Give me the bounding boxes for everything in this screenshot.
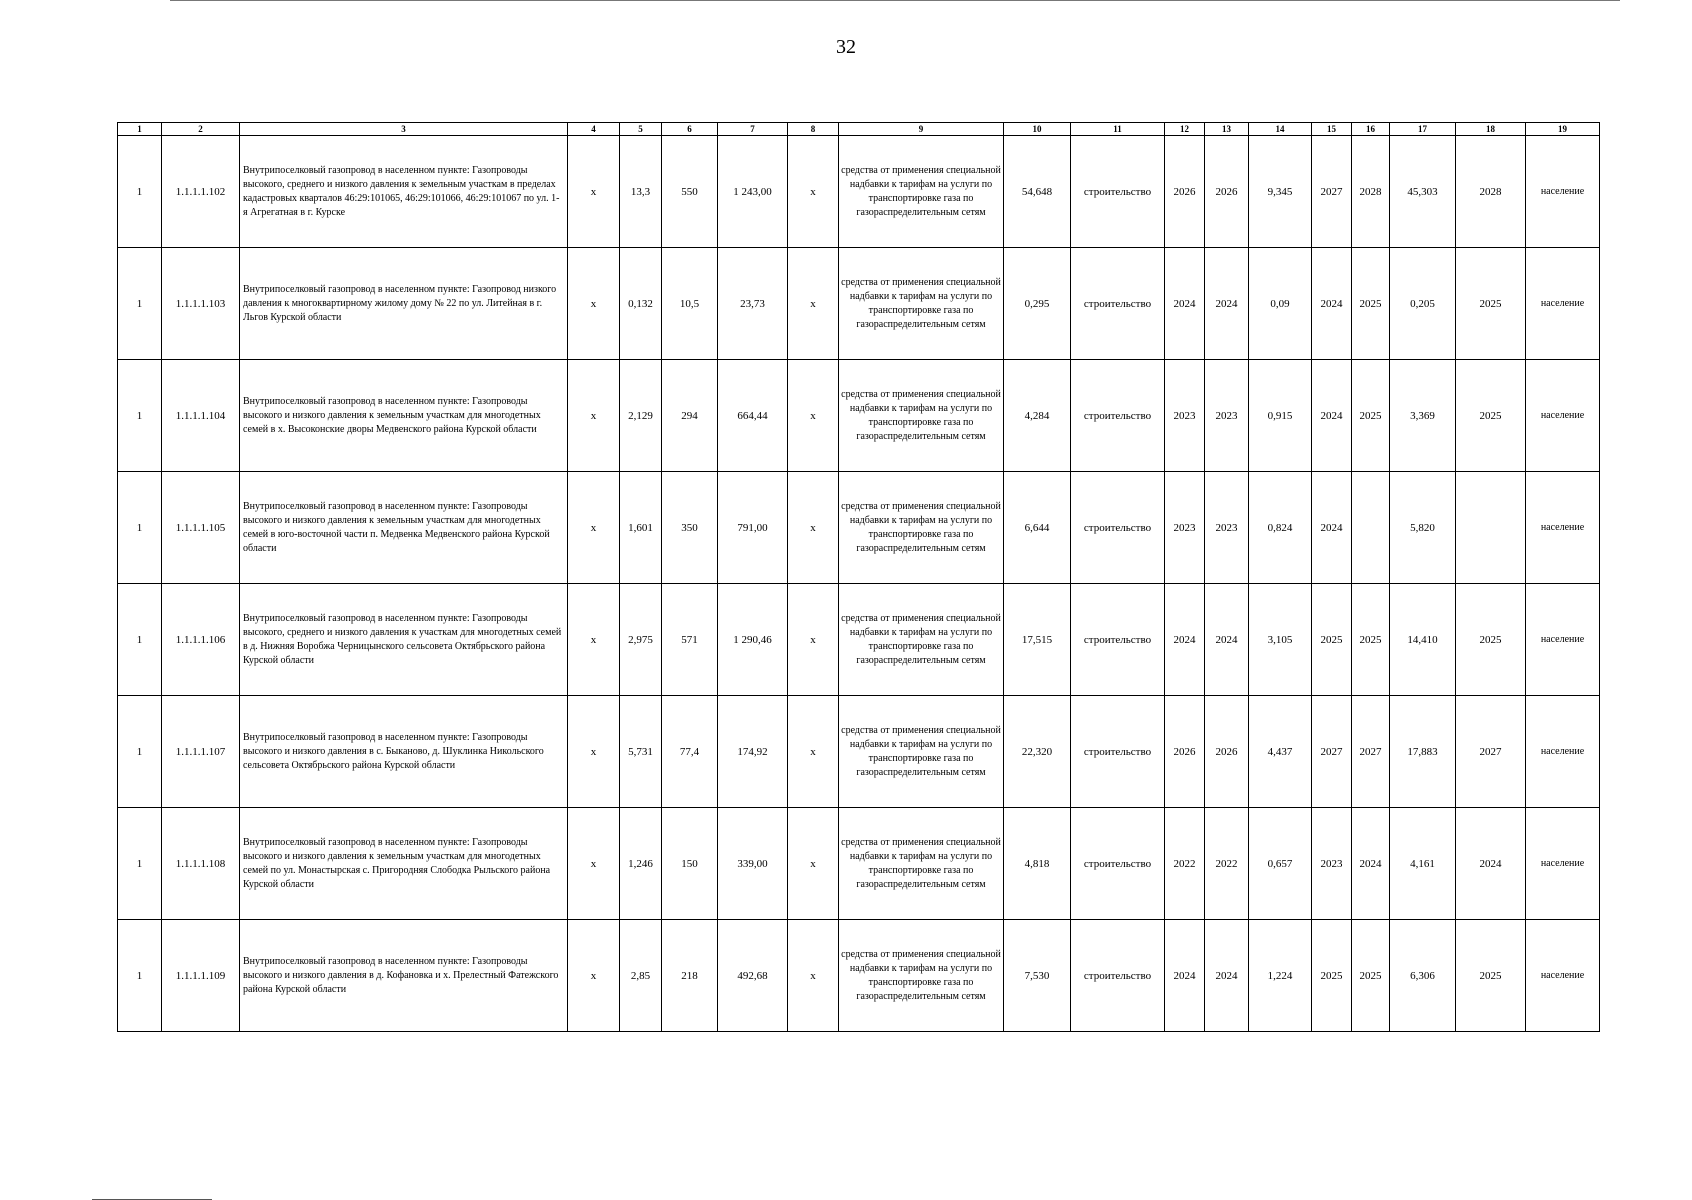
work-type-cell: строительство bbox=[1071, 808, 1165, 920]
cell-col-14: 3,105 bbox=[1249, 584, 1312, 696]
row-group-cell: 1 bbox=[118, 808, 162, 920]
consumer-category-cell: население bbox=[1526, 920, 1600, 1032]
cell-col-6: 10,5 bbox=[662, 248, 718, 360]
cell-col-18: 2025 bbox=[1456, 248, 1526, 360]
cell-col-13: 2024 bbox=[1205, 584, 1249, 696]
cell-col-13: 2024 bbox=[1205, 920, 1249, 1032]
object-description-cell: Внутрипоселковый газопровод в населенном пункте: Газопроводы высокого и низкого давления к земельным участкам для многодетных семей в юго-восточной части п. Медвенка Медвенского района Курской области bbox=[240, 472, 568, 584]
column-header: 7 bbox=[718, 123, 788, 136]
object-description-cell: Внутрипоселковый газопровод в населенном пункте: Газопроводы высокого и низкого давления в с. Быканово, д. Шуклинка Никольского сельсовета Октябрьского района Курской области bbox=[240, 696, 568, 808]
funding-source-cell: средства от применения специальной надбавки к тарифам на услуги по транспортировке газа по газораспределительным сетям bbox=[839, 472, 1004, 584]
table-row bbox=[118, 696, 1600, 808]
cell-col-16: 2025 bbox=[1352, 920, 1390, 1032]
row-group-cell: 1 bbox=[118, 248, 162, 360]
cell-col-7: 339,00 bbox=[718, 808, 788, 920]
work-type-cell: строительство bbox=[1071, 920, 1165, 1032]
cell-col-15: 2024 bbox=[1312, 248, 1352, 360]
cell-col-8: х bbox=[788, 472, 839, 584]
funding-source-cell: средства от применения специальной надбавки к тарифам на услуги по транспортировке газа по газораспределительным сетям bbox=[839, 808, 1004, 920]
item-code-cell: 1.1.1.1.109 bbox=[162, 920, 240, 1032]
table-body bbox=[118, 136, 1600, 1032]
work-type-cell: строительство bbox=[1071, 584, 1165, 696]
work-type-cell: строительство bbox=[1071, 248, 1165, 360]
cell-col-16: 2025 bbox=[1352, 248, 1390, 360]
cell-col-7: 174,92 bbox=[718, 696, 788, 808]
column-header: 19 bbox=[1526, 123, 1600, 136]
consumer-category-cell: население bbox=[1526, 584, 1600, 696]
cell-col-8: х bbox=[788, 248, 839, 360]
cell-col-15: 2024 bbox=[1312, 472, 1352, 584]
row-group-cell: 1 bbox=[118, 472, 162, 584]
item-code-cell: 1.1.1.1.106 bbox=[162, 584, 240, 696]
cell-col-18: 2024 bbox=[1456, 808, 1526, 920]
work-type-cell: строительство bbox=[1071, 472, 1165, 584]
column-header: 14 bbox=[1249, 123, 1312, 136]
cell-col-4: х bbox=[568, 136, 620, 248]
column-header: 16 bbox=[1352, 123, 1390, 136]
cell-col-8: х bbox=[788, 920, 839, 1032]
cell-col-5: 13,3 bbox=[620, 136, 662, 248]
cell-col-14: 1,224 bbox=[1249, 920, 1312, 1032]
column-header: 18 bbox=[1456, 123, 1526, 136]
cell-col-5: 1,246 bbox=[620, 808, 662, 920]
work-type-cell: строительство bbox=[1071, 360, 1165, 472]
cell-col-17: 4,161 bbox=[1390, 808, 1456, 920]
cell-col-8: х bbox=[788, 136, 839, 248]
cell-col-6: 150 bbox=[662, 808, 718, 920]
column-header: 5 bbox=[620, 123, 662, 136]
item-code-cell: 1.1.1.1.105 bbox=[162, 472, 240, 584]
cell-col-12: 2023 bbox=[1165, 472, 1205, 584]
column-header: 2 bbox=[162, 123, 240, 136]
column-header: 13 bbox=[1205, 123, 1249, 136]
object-description-cell: Внутрипоселковый газопровод в населенном пункте: Газопроводы высокого и низкого давления к земельным участкам для многодетных семей в х. Высоконские дворы Медвенского района Курской области bbox=[240, 360, 568, 472]
cell-col-14: 0,915 bbox=[1249, 360, 1312, 472]
object-description-cell: Внутрипоселковый газопровод в населенном пункте: Газопровод низкого давления к многоквартирному жилому дому № 22 по ул. Литейная в г. Льгов Курской области bbox=[240, 248, 568, 360]
table-row bbox=[118, 248, 1600, 360]
cell-col-18 bbox=[1456, 472, 1526, 584]
table-row bbox=[118, 584, 1600, 696]
column-header: 15 bbox=[1312, 123, 1352, 136]
cell-col-14: 9,345 bbox=[1249, 136, 1312, 248]
cell-col-13: 2023 bbox=[1205, 472, 1249, 584]
work-type-cell: строительство bbox=[1071, 696, 1165, 808]
cell-col-13: 2024 bbox=[1205, 248, 1249, 360]
cell-col-8: х bbox=[788, 360, 839, 472]
cell-col-4: х bbox=[568, 696, 620, 808]
cell-col-15: 2027 bbox=[1312, 696, 1352, 808]
cell-col-18: 2025 bbox=[1456, 360, 1526, 472]
cell-col-10: 4,818 bbox=[1004, 808, 1071, 920]
cell-col-4: х bbox=[568, 360, 620, 472]
cell-col-7: 1 290,46 bbox=[718, 584, 788, 696]
column-header: 12 bbox=[1165, 123, 1205, 136]
funding-source-cell: средства от применения специальной надбавки к тарифам на услуги по транспортировке газа по газораспределительным сетям bbox=[839, 136, 1004, 248]
cell-col-4: х bbox=[568, 472, 620, 584]
cell-col-17: 45,303 bbox=[1390, 136, 1456, 248]
cell-col-5: 1,601 bbox=[620, 472, 662, 584]
table-row bbox=[118, 360, 1600, 472]
consumer-category-cell: население bbox=[1526, 360, 1600, 472]
cell-col-12: 2022 bbox=[1165, 808, 1205, 920]
column-header: 11 bbox=[1071, 123, 1165, 136]
cell-col-5: 2,129 bbox=[620, 360, 662, 472]
scan-edge-line-top bbox=[170, 0, 1620, 1]
cell-col-14: 0,09 bbox=[1249, 248, 1312, 360]
gas-pipeline-table bbox=[117, 122, 1600, 1032]
object-description-cell: Внутрипоселковый газопровод в населенном пункте: Газопроводы высокого, среднего и низкого давления к земельным участкам в пределах кадастровых кварталов 46:29:101065, 46:29:101066, 46:29:101067 по ул. 1-я Агрегатная в г. Курске bbox=[240, 136, 568, 248]
object-description-cell: Внутрипоселковый газопровод в населенном пункте: Газопроводы высокого, среднего и низкого давления к участкам для многодетных семей в д. Нижняя Воробжа Черницынского сельсовета Октябрьского района Курской области bbox=[240, 584, 568, 696]
cell-col-16: 2025 bbox=[1352, 584, 1390, 696]
funding-source-cell: средства от применения специальной надбавки к тарифам на услуги по транспортировке газа по газораспределительным сетям bbox=[839, 920, 1004, 1032]
consumer-category-cell: население bbox=[1526, 248, 1600, 360]
cell-col-7: 1 243,00 bbox=[718, 136, 788, 248]
cell-col-18: 2027 bbox=[1456, 696, 1526, 808]
cell-col-10: 54,648 bbox=[1004, 136, 1071, 248]
work-type-cell: строительство bbox=[1071, 136, 1165, 248]
cell-col-17: 17,883 bbox=[1390, 696, 1456, 808]
item-code-cell: 1.1.1.1.108 bbox=[162, 808, 240, 920]
cell-col-17: 14,410 bbox=[1390, 584, 1456, 696]
object-description-cell: Внутрипоселковый газопровод в населенном пункте: Газопроводы высокого и низкого давления в д. Кофановка и х. Прелестный Фатежского района Курской области bbox=[240, 920, 568, 1032]
cell-col-10: 7,530 bbox=[1004, 920, 1071, 1032]
cell-col-5: 5,731 bbox=[620, 696, 662, 808]
column-header: 1 bbox=[118, 123, 162, 136]
column-header: 4 bbox=[568, 123, 620, 136]
consumer-category-cell: население bbox=[1526, 696, 1600, 808]
table-row bbox=[118, 472, 1600, 584]
cell-col-7: 664,44 bbox=[718, 360, 788, 472]
cell-col-13: 2026 bbox=[1205, 136, 1249, 248]
cell-col-7: 492,68 bbox=[718, 920, 788, 1032]
cell-col-16: 2028 bbox=[1352, 136, 1390, 248]
consumer-category-cell: население bbox=[1526, 808, 1600, 920]
cell-col-5: 2,85 bbox=[620, 920, 662, 1032]
cell-col-18: 2028 bbox=[1456, 136, 1526, 248]
cell-col-6: 571 bbox=[662, 584, 718, 696]
table-row bbox=[118, 136, 1600, 248]
column-header: 17 bbox=[1390, 123, 1456, 136]
cell-col-10: 6,644 bbox=[1004, 472, 1071, 584]
cell-col-15: 2024 bbox=[1312, 360, 1352, 472]
cell-col-14: 0,824 bbox=[1249, 472, 1312, 584]
row-group-cell: 1 bbox=[118, 920, 162, 1032]
column-header: 8 bbox=[788, 123, 839, 136]
cell-col-12: 2026 bbox=[1165, 136, 1205, 248]
row-group-cell: 1 bbox=[118, 584, 162, 696]
cell-col-15: 2025 bbox=[1312, 920, 1352, 1032]
cell-col-15: 2027 bbox=[1312, 136, 1352, 248]
item-code-cell: 1.1.1.1.103 bbox=[162, 248, 240, 360]
cell-col-16: 2024 bbox=[1352, 808, 1390, 920]
cell-col-18: 2025 bbox=[1456, 584, 1526, 696]
cell-col-12: 2024 bbox=[1165, 584, 1205, 696]
cell-col-12: 2026 bbox=[1165, 696, 1205, 808]
funding-source-cell: средства от применения специальной надбавки к тарифам на услуги по транспортировке газа по газораспределительным сетям bbox=[839, 696, 1004, 808]
cell-col-6: 350 bbox=[662, 472, 718, 584]
cell-col-6: 218 bbox=[662, 920, 718, 1032]
cell-col-12: 2023 bbox=[1165, 360, 1205, 472]
consumer-category-cell: население bbox=[1526, 136, 1600, 248]
row-group-cell: 1 bbox=[118, 696, 162, 808]
cell-col-10: 22,320 bbox=[1004, 696, 1071, 808]
cell-col-7: 23,73 bbox=[718, 248, 788, 360]
cell-col-4: х bbox=[568, 248, 620, 360]
page-number: 32 bbox=[836, 36, 856, 58]
cell-col-13: 2023 bbox=[1205, 360, 1249, 472]
cell-col-6: 550 bbox=[662, 136, 718, 248]
cell-col-8: х bbox=[788, 808, 839, 920]
cell-col-8: х bbox=[788, 696, 839, 808]
cell-col-10: 4,284 bbox=[1004, 360, 1071, 472]
cell-col-4: х bbox=[568, 808, 620, 920]
cell-col-6: 294 bbox=[662, 360, 718, 472]
cell-col-10: 0,295 bbox=[1004, 248, 1071, 360]
funding-source-cell: средства от применения специальной надбавки к тарифам на услуги по транспортировке газа по газораспределительным сетям bbox=[839, 248, 1004, 360]
row-group-cell: 1 bbox=[118, 360, 162, 472]
column-header: 10 bbox=[1004, 123, 1071, 136]
column-header: 3 bbox=[240, 123, 568, 136]
cell-col-5: 0,132 bbox=[620, 248, 662, 360]
consumer-category-cell: население bbox=[1526, 472, 1600, 584]
table-row bbox=[118, 920, 1600, 1032]
funding-source-cell: средства от применения специальной надбавки к тарифам на услуги по транспортировке газа по газораспределительным сетям bbox=[839, 584, 1004, 696]
cell-col-16: 2027 bbox=[1352, 696, 1390, 808]
cell-col-14: 0,657 bbox=[1249, 808, 1312, 920]
cell-col-4: х bbox=[568, 920, 620, 1032]
item-code-cell: 1.1.1.1.102 bbox=[162, 136, 240, 248]
object-description-cell: Внутрипоселковый газопровод в населенном пункте: Газопроводы высокого и низкого давления к земельным участкам для многодетных семей по ул. Монастырская с. Пригородняя Слободка Рыльского района Курской области bbox=[240, 808, 568, 920]
header-row bbox=[118, 123, 1600, 136]
cell-col-15: 2025 bbox=[1312, 584, 1352, 696]
cell-col-16: 2025 bbox=[1352, 360, 1390, 472]
cell-col-17: 6,306 bbox=[1390, 920, 1456, 1032]
cell-col-17: 5,820 bbox=[1390, 472, 1456, 584]
cell-col-15: 2023 bbox=[1312, 808, 1352, 920]
item-code-cell: 1.1.1.1.107 bbox=[162, 696, 240, 808]
column-header: 6 bbox=[662, 123, 718, 136]
cell-col-8: х bbox=[788, 584, 839, 696]
cell-col-12: 2024 bbox=[1165, 248, 1205, 360]
cell-col-12: 2024 bbox=[1165, 920, 1205, 1032]
cell-col-16 bbox=[1352, 472, 1390, 584]
cell-col-14: 4,437 bbox=[1249, 696, 1312, 808]
cell-col-13: 2022 bbox=[1205, 808, 1249, 920]
row-group-cell: 1 bbox=[118, 136, 162, 248]
cell-col-18: 2025 bbox=[1456, 920, 1526, 1032]
cell-col-4: х bbox=[568, 584, 620, 696]
item-code-cell: 1.1.1.1.104 bbox=[162, 360, 240, 472]
funding-source-cell: средства от применения специальной надбавки к тарифам на услуги по транспортировке газа по газораспределительным сетям bbox=[839, 360, 1004, 472]
cell-col-17: 0,205 bbox=[1390, 248, 1456, 360]
cell-col-13: 2026 bbox=[1205, 696, 1249, 808]
cell-col-17: 3,369 bbox=[1390, 360, 1456, 472]
column-header: 9 bbox=[839, 123, 1004, 136]
cell-col-5: 2,975 bbox=[620, 584, 662, 696]
cell-col-7: 791,00 bbox=[718, 472, 788, 584]
cell-col-10: 17,515 bbox=[1004, 584, 1071, 696]
table-row bbox=[118, 808, 1600, 920]
cell-col-6: 77,4 bbox=[662, 696, 718, 808]
